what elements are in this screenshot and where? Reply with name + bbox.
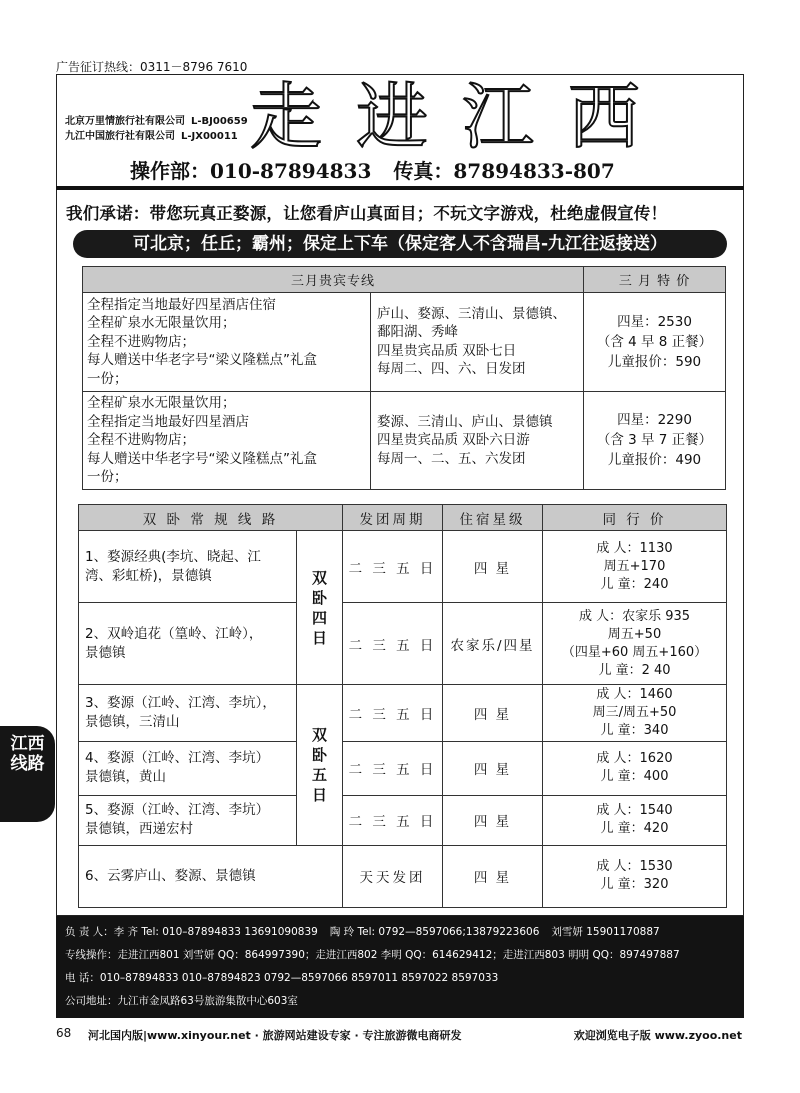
star-cell: 四 星 — [443, 685, 543, 741]
table-row — [79, 531, 727, 603]
ad-hotline: 广告征订热线：0311－8796 7610 — [56, 60, 248, 74]
table-row — [79, 603, 727, 685]
star-cell: 四 星 — [443, 531, 543, 603]
route-cell: 1、婺源经典(李坑、晓起、江 湾、彩虹桥)，景德镇 — [79, 531, 297, 603]
ops-label: 操作部： — [130, 159, 210, 183]
price-cell: 成 人：1460 周三/周五+50 儿 童：340 — [543, 685, 727, 741]
regular-routes-table — [78, 504, 727, 908]
footer-ebook-link[interactable]: 欢迎浏览电子版 www.zyoo.net — [573, 1029, 742, 1042]
agency-line-1 — [65, 112, 248, 127]
star-cell: 四 星 — [443, 795, 543, 845]
schedule-cell: 二 三 五 日 — [343, 531, 443, 603]
route-cell: 4、婺源（江岭、江湾、李坑） 景德镇，黄山 — [79, 741, 297, 795]
agency-license: L-BJ00659 — [191, 116, 248, 127]
price-cell: 四星：2290 （含 3 早 7 正餐） 儿童报价：490 — [584, 391, 726, 490]
fax-number: 87894833-807 — [453, 159, 615, 183]
fax-label: 传真： — [393, 159, 454, 183]
table-row — [83, 293, 726, 392]
route-cell: 3、婺源（江岭、江湾、李坑）， 景德镇，三清山 — [79, 685, 297, 741]
table-row — [83, 391, 726, 490]
regular-header-route: 双 卧 常 规 线 路 — [79, 505, 343, 531]
agency-name: 北京万里情旅行社有限公司 — [65, 116, 185, 127]
table-row — [79, 685, 727, 741]
footer-publication: 河北国内版|www.xinyour.net · 旅游网站建设专家 · 专注旅游微电商研发 — [88, 1029, 462, 1042]
header-divider — [56, 186, 744, 190]
star-cell: 四 星 — [443, 845, 543, 907]
promise-slogan: 我们承诺：带您玩真正婺源，让您看庐山真面目；不玩文字游戏，杜绝虚假宣传！ — [66, 204, 668, 223]
route-cell: 5、婺源（江岭、江湾、李坑） 景德镇，西递宏村 — [79, 795, 297, 845]
route-cell: 6、云雾庐山、婺源、景德镇 — [79, 845, 343, 907]
destinations-cell: 庐山、婺源、三清山、景德镇、 鄱阳湖、秀峰 四星贵宾品质 双卧七日 每周二、四、六、日发团 — [371, 293, 584, 392]
special-routes-table — [82, 266, 726, 490]
star-cell: 农家乐/四星 — [443, 603, 543, 685]
duration-group-5day: 双 卧 五 日 — [297, 685, 343, 845]
contact-row-address: 公司地址：九江市金凤路63号旅游集散中心603室 — [65, 995, 298, 1007]
price-cell: 成 人：农家乐 935 周五+50 （四星+60 周五+160） 儿 童：2 40 — [543, 603, 727, 685]
features-cell: 全程矿泉水无限量饮用； 全程指定当地最好四星酒店 全程不进购物店； 每人赠送中华老字号“梁义隆糕点”礼盒 一份； — [83, 391, 371, 490]
schedule-cell: 天天发团 — [343, 845, 443, 907]
contact-row-phone: 电 话：010–87894833 010–87894823 0792—8597066 8597011 8597022 8597033 — [65, 972, 499, 984]
price-cell: 四星：2530 （含 4 早 8 正餐） 儿童报价：590 — [584, 293, 726, 392]
agency-license: L-JX00011 — [181, 131, 238, 142]
regular-header-price: 同 行 价 — [543, 505, 727, 531]
schedule-cell: 二 三 五 日 — [343, 685, 443, 741]
table-row — [79, 741, 727, 795]
price-cell: 成 人：1130 周五+170 儿 童：240 — [543, 531, 727, 603]
schedule-cell: 二 三 五 日 — [343, 603, 443, 685]
regular-header-star: 住宿星级 — [443, 505, 543, 531]
destinations-cell: 婺源、三清山、庐山、景德镇 四星贵宾品质 双卧六日游 每周一、二、五、六发团 — [371, 391, 584, 490]
price-cell: 成 人：1530 儿 童：320 — [543, 845, 727, 907]
ops-phone: 010-87894833 — [210, 159, 372, 183]
agency-line-2 — [65, 127, 238, 142]
agency-name: 九江中国旅行社有限公司 — [65, 131, 175, 142]
duration-group-4day: 双 卧 四 日 — [297, 531, 343, 685]
schedule-cell: 二 三 五 日 — [343, 741, 443, 795]
schedule-cell: 二 三 五 日 — [343, 795, 443, 845]
special-header-right: 三 月 特 价 — [584, 267, 726, 293]
section-side-tab: 江西线路 — [0, 726, 55, 822]
contact-box — [56, 916, 744, 1018]
pickup-banner: 可北京；任丘；霸州；保定上下车（保定客人不含瑞昌-九江往返接送） — [73, 230, 727, 258]
features-cell: 全程指定当地最好四星酒店住宿 全程矿泉水无限量饮用； 全程不进购物店； 每人赠送中华老字号“梁义隆糕点”礼盒 一份； — [83, 293, 371, 392]
regular-header-schedule: 发团周期 — [343, 505, 443, 531]
route-cell: 2、双岭追花（篁岭、江岭）， 景德镇 — [79, 603, 297, 685]
contact-row-ops: 专线操作：走进江西801 刘雪妍 QQ：864997390；走进江西802 李明 QQ：614629412；走进江西803 明明 QQ：897497887 — [65, 949, 680, 961]
star-cell: 四 星 — [443, 741, 543, 795]
price-cell: 成 人：1620 儿 童：400 — [543, 741, 727, 795]
price-cell: 成 人：1540 儿 童：420 — [543, 795, 727, 845]
table-row — [79, 845, 727, 907]
page-number: 68 — [56, 1026, 72, 1040]
special-header-left: 三月贵宾专线 — [83, 267, 584, 293]
brand-title: 走进江西 — [250, 75, 675, 159]
table-row — [79, 795, 727, 845]
ops-contact-line — [130, 155, 615, 184]
contact-row-manager: 负 责 人：李 齐 Tel: 010–87894833 13691090839 陶 玲 Tel: 0792—8597066;13879223606 刘雪妍 15901170887 — [65, 926, 660, 938]
